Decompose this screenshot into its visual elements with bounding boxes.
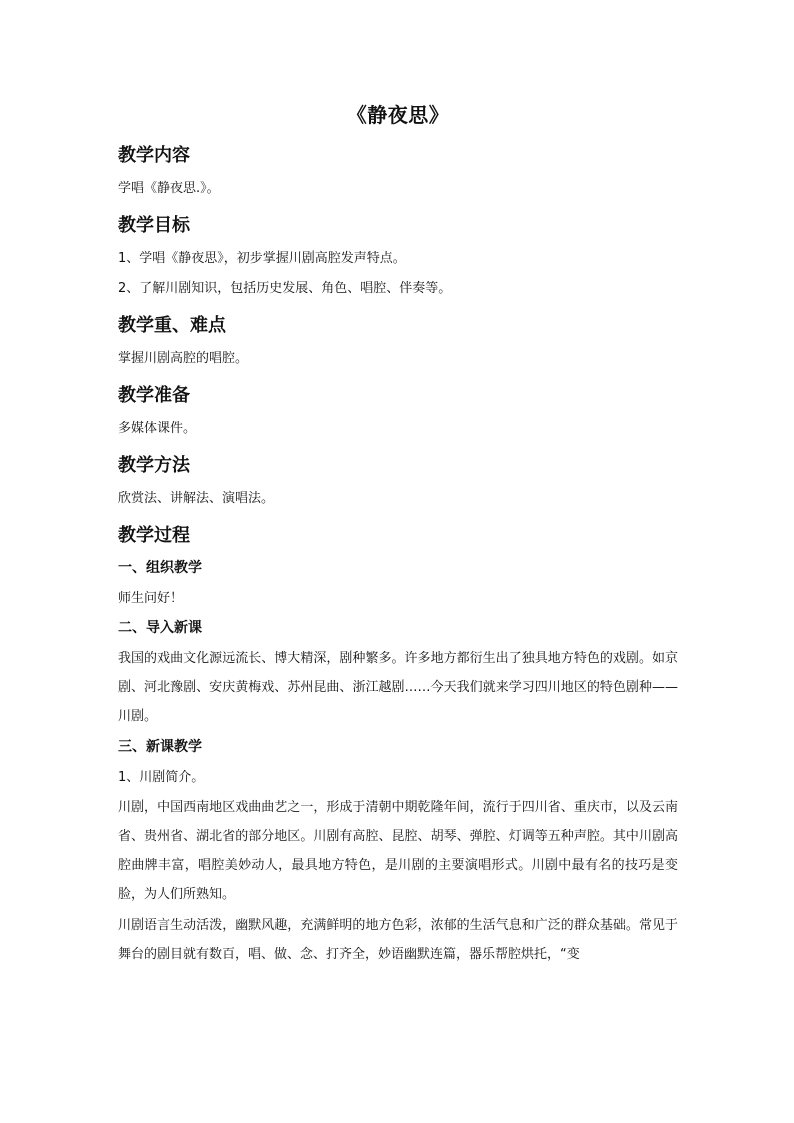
section-text-content: 学唱《静夜思.》。	[118, 181, 220, 196]
process-step2-text: 我国的戏曲文化源远流长、博大精深，剧种繁多。许多地方都衍生出了独具地方特色的戏剧。如京剧、河北豫剧、安庆黄梅戏、苏州昆曲、浙江越剧……今天我们就来学习四川地区的特色剧种——川剧。	[118, 651, 678, 724]
process-step3-heading: 三、新课教学	[118, 739, 202, 755]
section-teaching-goals	[118, 210, 678, 304]
section-heading-methods: 教学方法	[118, 455, 190, 476]
section-text-key-points: 掌握川剧高腔的唱腔。	[118, 351, 249, 366]
section-heading-key-points: 教学重、难点	[118, 315, 226, 336]
section-heading-preparation: 教学准备	[118, 385, 190, 406]
section-key-points	[118, 310, 678, 374]
section-text-methods: 欣赏法、讲解法、演唱法。	[118, 491, 275, 506]
process-step3-para1: 川剧，中国西南地区戏曲曲艺之一，形成于清朝中期乾隆年间，流行于四川省、重庆市，以及云南省、贵州省、湖北省的部分地区。川剧有高腔、昆腔、胡琴、弹腔、灯调等五种声腔。其中川剧高腔曲牌丰富，唱腔美妙动人，最具地方特色，是川剧的主要演唱形式。川剧中最有名的技巧是变脸，为人们所熟知。	[118, 800, 678, 902]
section-text-preparation: 多媒体课件。	[118, 421, 197, 436]
section-preparation	[118, 380, 678, 444]
process-step3-point1: 1、川剧简介。	[118, 770, 205, 785]
goal-item-2: 2、了解川剧知识，包括历史发展、角色、唱腔、伴奏等。	[118, 281, 452, 296]
section-heading-content: 教学内容	[118, 145, 190, 166]
process-step1-heading: 一、组织教学	[118, 560, 202, 576]
section-methods	[118, 450, 678, 514]
section-teaching-content	[118, 140, 678, 204]
section-heading-goals: 教学目标	[118, 215, 190, 236]
process-step3-para2: 川剧语言生动活泼，幽默风趣，充满鲜明的地方色彩，浓郁的生活气息和广泛的群众基础。常见于舞台的剧目就有数百，唱、做、念、打齐全，妙语幽默连篇，器乐帮腔烘托，“变	[118, 918, 678, 962]
goal-item-1: 1、学唱《静夜思》，初步掌握川剧高腔发声特点。	[118, 251, 406, 266]
process-step2-heading: 二、导入新课	[118, 620, 202, 636]
document-title: 《静夜思》	[346, 103, 450, 127]
section-process	[118, 520, 678, 969]
document-content	[118, 98, 678, 975]
process-step1-text: 师生问好！	[118, 591, 184, 606]
section-heading-process: 教学过程	[118, 525, 190, 546]
